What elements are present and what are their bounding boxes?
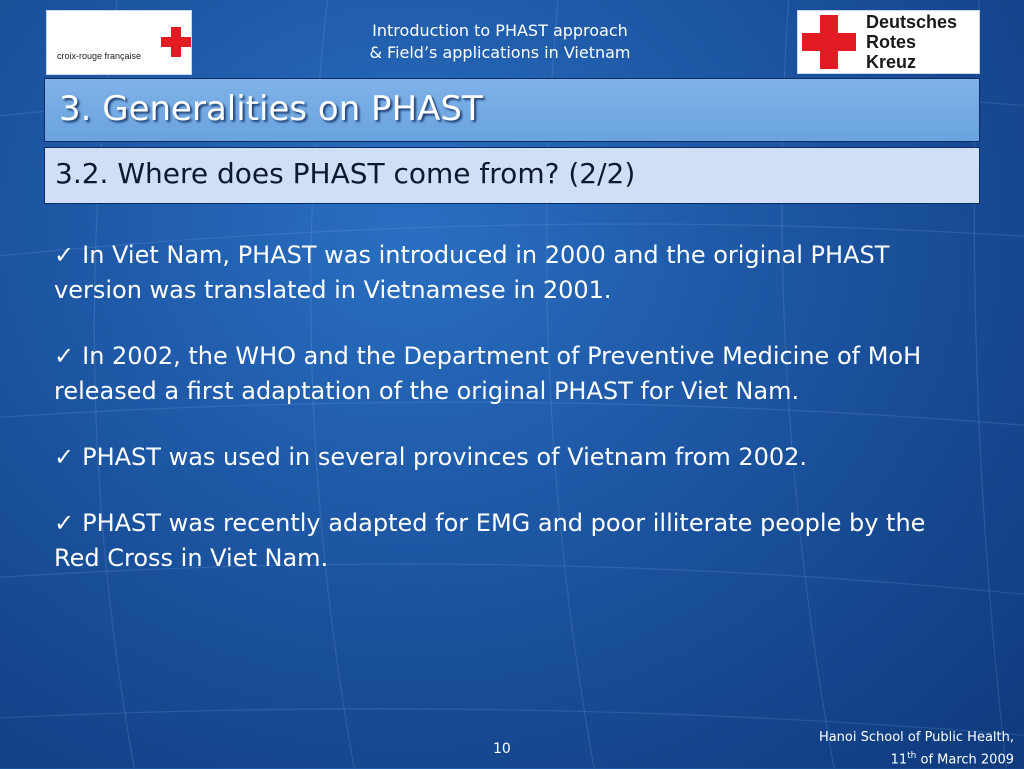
footer-institution: Hanoi School of Public Health, (818, 730, 1014, 745)
bullet-item (54, 339, 974, 409)
sub-title: 3.2. Where does PHAST come from? (2/2) (55, 157, 636, 190)
croix-rouge-logo-text: croix-rouge française (57, 51, 142, 61)
bullet-text: PHAST was recently adapted for EMG and poor illiterate people by the Red Cross in Viet Nam. (54, 509, 926, 572)
red-cross-icon (161, 27, 191, 57)
drk-logo-line3: Kreuz (866, 52, 917, 72)
footer-credit (720, 729, 1014, 769)
drk-logo-line2: Rotes (866, 32, 917, 52)
checkmark-icon: ✓ (54, 241, 75, 269)
main-title: 3. Generalities on PHAST (59, 89, 483, 129)
page-number: 10 (493, 741, 511, 757)
drk-logo-line1: Deutsches (866, 12, 958, 32)
main-title-bar (44, 78, 980, 142)
header-title (230, 20, 770, 64)
red-cross-icon (802, 15, 856, 69)
checkmark-icon: ✓ (54, 342, 75, 370)
bullet-item (54, 238, 974, 308)
footer-date: 11th of March 2009 (890, 751, 1014, 768)
sub-title-bar (44, 147, 980, 204)
bullet-item (54, 440, 974, 475)
header-title-line1: Introduction to PHAST approach (372, 21, 628, 40)
bullet-text: PHAST was used in several provinces of Vietnam from 2002. (82, 443, 808, 471)
checkmark-icon: ✓ (54, 443, 75, 471)
croix-rouge-logo (46, 10, 192, 75)
checkmark-icon: ✓ (54, 509, 75, 537)
bullet-text: In Viet Nam, PHAST was introduced in 2000 and the original PHAST version was translated in Vietnamese in 2001. (54, 241, 890, 304)
bullet-text: In 2002, the WHO and the Department of Preventive Medicine of MoH released a first adaptation of the original PHAST for Viet Nam. (54, 342, 922, 405)
bullet-list (54, 238, 974, 607)
bullet-item (54, 506, 974, 576)
header-title-line2: & Field’s applications in Vietnam (369, 43, 631, 62)
deutsches-rotes-kreuz-logo (797, 10, 980, 74)
